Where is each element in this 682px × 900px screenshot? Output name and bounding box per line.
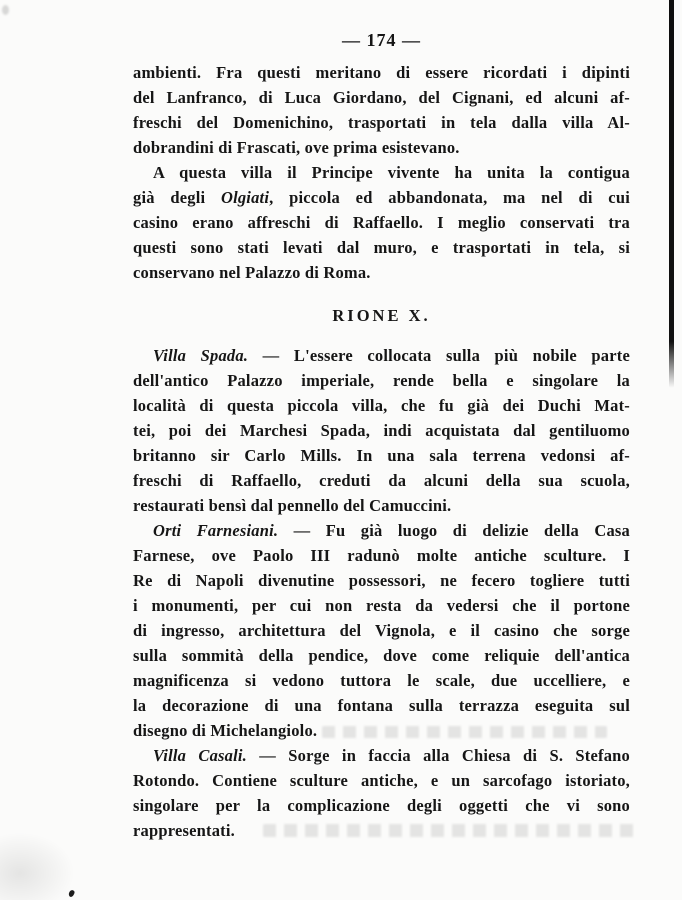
text-line bbox=[133, 343, 630, 368]
text: disegno di Michelangiolo. bbox=[133, 721, 318, 740]
text: Re di Napoli divenutine possessori, ne fecero togliere tutti bbox=[133, 571, 630, 590]
text: magnificenza si vedono tuttora le scale, due uccelliere, e bbox=[133, 671, 630, 690]
bleedthrough-text bbox=[322, 726, 607, 738]
italic-text: Olgiati bbox=[220, 188, 270, 207]
text-line bbox=[133, 793, 630, 818]
text: tei, poi dei Marchesi Spada, indi acquistata dal gentiluomo bbox=[133, 421, 630, 440]
text-line bbox=[133, 368, 630, 393]
text-line bbox=[133, 518, 630, 543]
text-line bbox=[133, 743, 630, 768]
paragraph bbox=[133, 60, 630, 160]
text-line bbox=[133, 643, 630, 668]
text: singolare per la complicazione degli oggetti che vi sono bbox=[133, 796, 630, 815]
text-line bbox=[133, 543, 630, 568]
text: sulla sommità della pendice, dove come reliquie dell'antica bbox=[133, 646, 630, 665]
text-line bbox=[133, 110, 630, 135]
text: di ingresso, architettura del Vignola, e il casino che sorge bbox=[133, 621, 630, 640]
text-line bbox=[133, 568, 630, 593]
text: conservano nel Palazzo di Roma. bbox=[133, 263, 371, 282]
text: dobrandini di Frascati, ove prima esistevano. bbox=[133, 138, 460, 157]
text: ambienti. Fra questi meritano di essere ricordati i dipinti bbox=[133, 63, 630, 82]
paragraph bbox=[133, 160, 630, 285]
text-line bbox=[133, 235, 630, 260]
text: dell'antico Palazzo imperiale, rende bella e singolare la bbox=[133, 371, 630, 390]
text-line bbox=[133, 593, 630, 618]
text: — L'essere collocata sulla più nobile parte bbox=[248, 346, 630, 365]
text: britanno sir Carlo Mills. In una sala terrena vedonsi af- bbox=[133, 446, 630, 465]
text-line bbox=[133, 185, 630, 210]
text-column bbox=[133, 28, 630, 843]
text-line bbox=[133, 768, 630, 793]
section-heading: RIONE X. bbox=[332, 306, 431, 325]
paragraph bbox=[133, 343, 630, 518]
text: freschi di Raffaello, creduti da alcuni della sua scuola, bbox=[133, 471, 630, 490]
text-line bbox=[133, 693, 630, 718]
text-line bbox=[133, 618, 630, 643]
text: casino erano affreschi di Raffaello. I meglio conservati tra bbox=[133, 213, 630, 232]
page-number: — 174 — bbox=[342, 30, 421, 50]
scan-smudge bbox=[0, 832, 75, 900]
paragraph bbox=[133, 518, 630, 743]
text-line bbox=[133, 210, 630, 235]
text: la decorazione di una fontana sulla terrazza eseguita sul bbox=[133, 696, 630, 715]
text-line bbox=[133, 60, 630, 85]
text: , piccola ed abbandonata, ma nel di cui bbox=[269, 188, 630, 207]
text: del Lanfranco, di Luca Giordano, del Cignani, ed alcuni af- bbox=[133, 88, 630, 107]
text: restaurati bensì dal pennello del Camuccini. bbox=[133, 496, 452, 515]
scan-border-line bbox=[669, 0, 674, 388]
text: A questa villa il Principe vivente ha unita la contigua bbox=[153, 163, 630, 182]
text-line bbox=[133, 393, 630, 418]
text: — Sorge in faccia alla Chiesa di S. Stefano bbox=[247, 746, 630, 765]
text: località di questa piccola villa, che fu già dei Duchi Mat- bbox=[133, 396, 630, 415]
text-line bbox=[133, 418, 630, 443]
italic-text: Villa Spada. bbox=[153, 346, 249, 365]
bleedthrough-text bbox=[263, 824, 635, 837]
text-line bbox=[133, 160, 630, 185]
text: rappresentati. bbox=[133, 821, 235, 840]
text: già degli bbox=[133, 188, 221, 207]
italic-text: Orti Farnesiani. bbox=[153, 521, 279, 540]
text-line bbox=[133, 468, 630, 493]
text-line bbox=[133, 443, 630, 468]
text-line bbox=[133, 85, 630, 110]
text-line bbox=[133, 668, 630, 693]
text: i monumenti, per cui non resta da vedersi che il portone bbox=[133, 596, 630, 615]
italic-text: Villa Casali. bbox=[153, 746, 248, 765]
text: questi sono stati levati dal muro, e trasportati in tela, si bbox=[133, 238, 630, 257]
scan-speck bbox=[2, 5, 9, 15]
text: Rotondo. Contiene sculture antiche, e un sarcofago istoriato, bbox=[133, 771, 630, 790]
text: freschi del Domenichino, trasportati in tela dalla villa Al- bbox=[133, 113, 630, 132]
text: — Fu già luogo di delizie della Casa bbox=[278, 521, 630, 540]
text: Farnese, ove Paolo III radunò molte antiche sculture. I bbox=[133, 546, 630, 565]
